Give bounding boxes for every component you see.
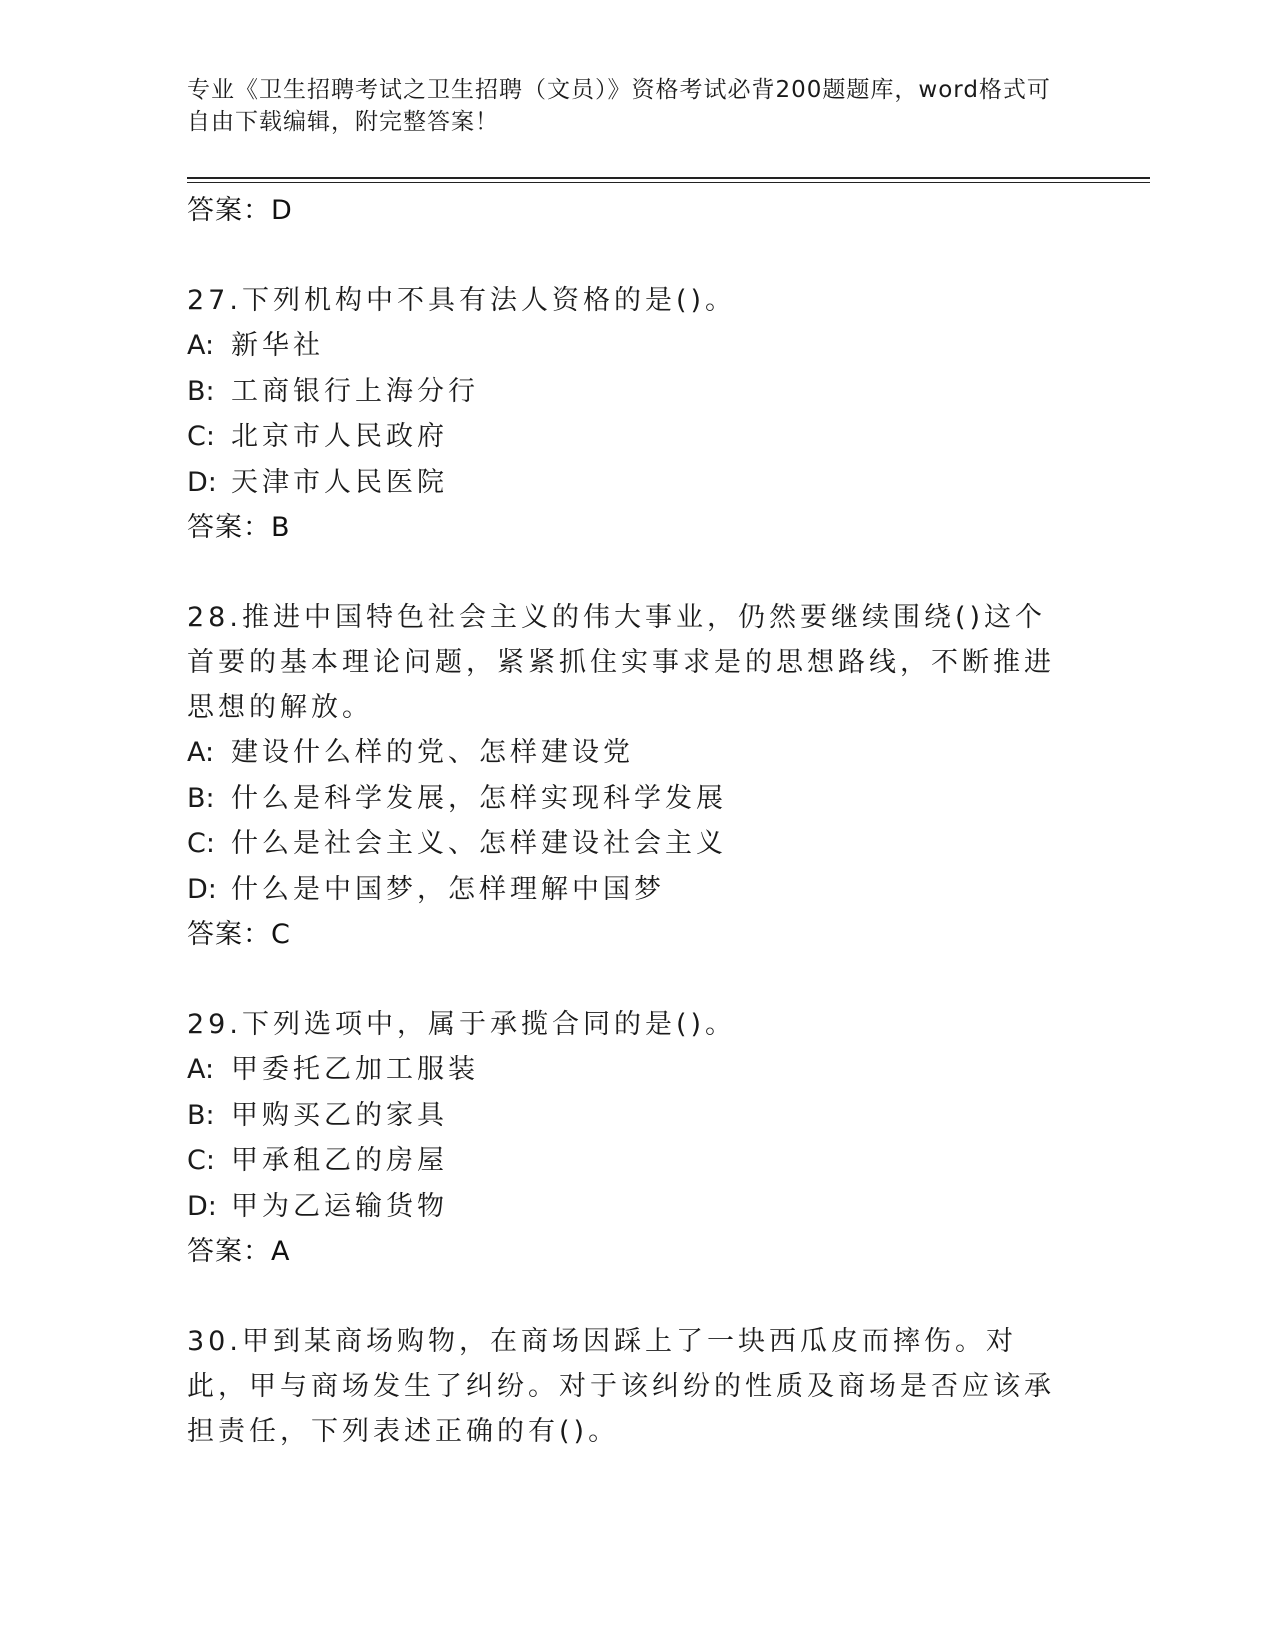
option-c: [187, 414, 1067, 460]
option-letter: A:: [187, 330, 215, 361]
option-d: [187, 1184, 1067, 1230]
question-block: [187, 1319, 1067, 1454]
option-letter: D:: [187, 1190, 217, 1222]
option-text: 甲委托乙加工服装: [231, 1054, 479, 1085]
option-d: [187, 867, 1067, 913]
option-letter: C:: [187, 1145, 215, 1176]
option-text: 新华社: [231, 330, 324, 361]
option-letter: D:: [187, 873, 217, 905]
option-letter: D:: [187, 466, 217, 498]
header-divider-thick: [187, 177, 1150, 179]
option-letter: C:: [187, 828, 215, 859]
option-text: 什么是科学发展，怎样实现科学发展: [231, 782, 727, 814]
option-letter: C:: [187, 421, 215, 452]
option-letter: A:: [187, 1054, 215, 1085]
option-text: 天津市人民医院: [231, 466, 448, 498]
option-b: [187, 776, 1067, 822]
option-letter: B:: [187, 782, 215, 814]
answer-line: 答案：D: [187, 195, 293, 226]
option-b: [187, 369, 1067, 415]
option-letter: B:: [187, 1099, 215, 1131]
question-text: 28.推进中国特色社会主义的伟大事业，仍然要继续围绕()这个首要的基本理论问题，紧紧抓住实事求是的思想路线，不断推进思想的解放。: [187, 602, 1055, 723]
answer-line: 答案：C: [187, 919, 291, 950]
option-text: 工商银行上海分行: [231, 375, 479, 407]
option-a: [187, 1047, 1067, 1093]
question-text: 27.下列机构中不具有法人资格的是()。: [187, 285, 737, 316]
answer-line: 答案：A: [187, 1236, 291, 1267]
option-d: [187, 460, 1067, 506]
option-text: 什么是社会主义、怎样建设社会主义: [231, 828, 727, 859]
question-block: [187, 278, 1067, 551]
option-a: [187, 323, 1067, 369]
question-text: 29.下列选项中，属于承揽合同的是()。: [187, 1009, 737, 1040]
option-letter: A:: [187, 737, 215, 768]
header-divider-thin: [187, 182, 1150, 183]
option-a: [187, 730, 1067, 776]
option-b: [187, 1093, 1067, 1139]
document-header: 专业《卫生招聘考试之卫生招聘（文员）》资格考试必背200题题库，word格式可自由下载编辑，附完整答案！: [187, 77, 1051, 135]
option-letter: B:: [187, 375, 215, 407]
answer-line: 答案：B: [187, 512, 291, 543]
question-text: 30.甲到某商场购物，在商场因踩上了一块西瓜皮而摔伤。对此，甲与商场发生了纠纷。对于该纠纷的性质及商场是否应该承担责任，下列表述正确的有()。: [187, 1326, 1055, 1447]
question-block: [187, 595, 1067, 958]
option-c: [187, 1138, 1067, 1184]
option-text: 甲购买乙的家具: [231, 1099, 448, 1131]
option-text: 北京市人民政府: [231, 421, 448, 452]
option-text: 建设什么样的党、怎样建设党: [231, 737, 634, 768]
question-block: [187, 1002, 1067, 1275]
option-text: 什么是中国梦，怎样理解中国梦: [231, 873, 665, 905]
option-text: 甲承租乙的房屋: [231, 1145, 448, 1176]
option-text: 甲为乙运输货物: [231, 1190, 448, 1222]
option-c: [187, 821, 1067, 867]
question-list: [187, 188, 1067, 1454]
